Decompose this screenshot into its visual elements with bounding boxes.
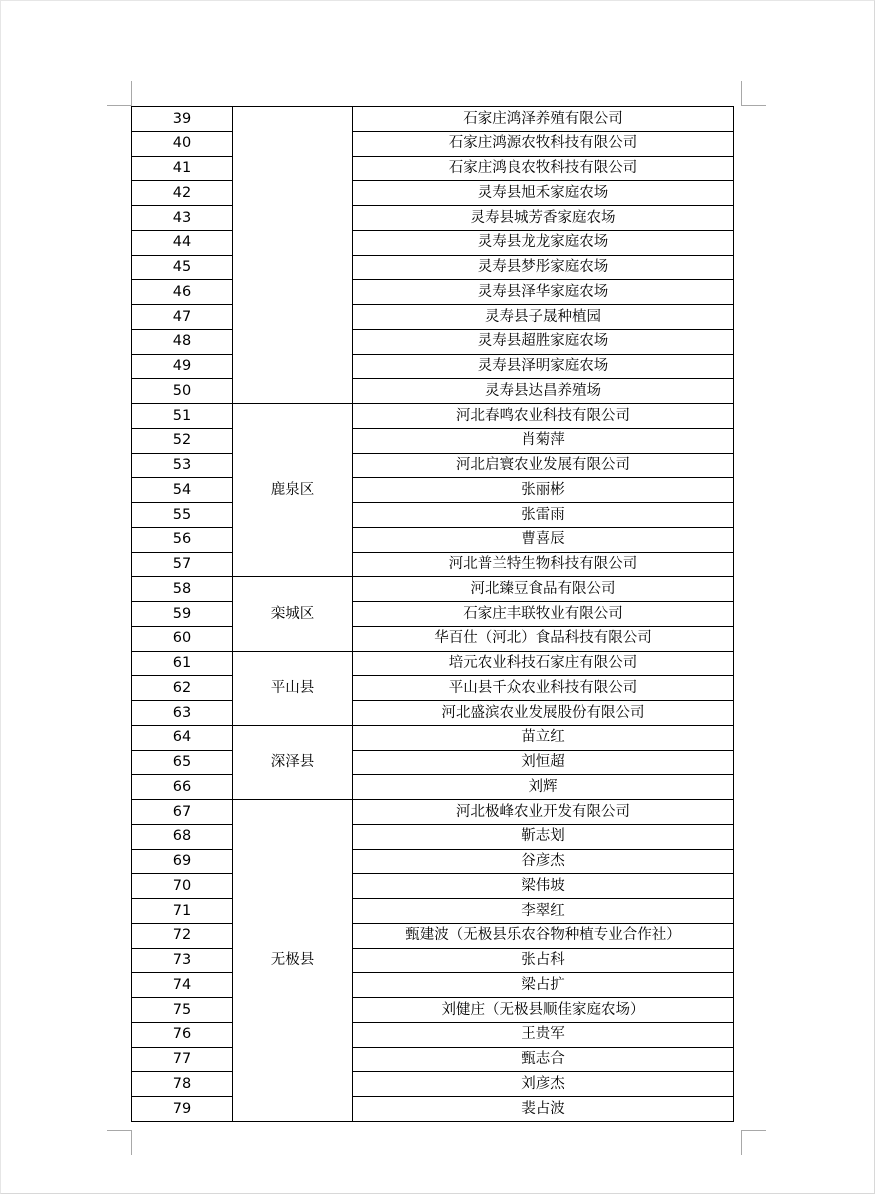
entity-name: 石家庄鸿良农牧科技有限公司 (353, 156, 734, 181)
entity-name: 河北春鸣农业科技有限公司 (353, 404, 734, 429)
entity-name: 灵寿县达昌养殖场 (353, 379, 734, 404)
row-number: 64 (132, 725, 233, 750)
entity-name: 灵寿县子晟种植园 (353, 305, 734, 330)
entity-name: 灵寿县梦彤家庭农场 (353, 255, 734, 280)
row-number: 58 (132, 577, 233, 602)
row-number: 52 (132, 428, 233, 453)
entity-name: 石家庄鸿泽养殖有限公司 (353, 107, 734, 132)
row-number: 45 (132, 255, 233, 280)
row-number: 47 (132, 305, 233, 330)
table-row (132, 329, 734, 354)
entity-name: 刘健庄（无极县顺佳家庭农场） (353, 998, 734, 1023)
entity-name: 刘辉 (353, 775, 734, 800)
entity-name: 灵寿县超胜家庭农场 (353, 329, 734, 354)
district-wuji: 无极县 (233, 800, 353, 1122)
entity-name: 曹喜辰 (353, 527, 734, 552)
entity-name: 华百仕（河北）食品科技有限公司 (353, 626, 734, 651)
table-row (132, 899, 734, 924)
row-number: 61 (132, 651, 233, 676)
row-number: 40 (132, 131, 233, 156)
row-number: 39 (132, 107, 233, 132)
row-number: 79 (132, 1097, 233, 1122)
entity-name: 灵寿县龙龙家庭农场 (353, 230, 734, 255)
row-number: 41 (132, 156, 233, 181)
table-row (132, 379, 734, 404)
table-row (132, 181, 734, 206)
table-row (132, 923, 734, 948)
table-row (132, 156, 734, 181)
roster-table (131, 106, 734, 1122)
table-row (132, 775, 734, 800)
table-row (132, 552, 734, 577)
table-row (132, 478, 734, 503)
row-number: 78 (132, 1072, 233, 1097)
crop-mark-bottom-left (107, 1130, 132, 1155)
row-number: 46 (132, 280, 233, 305)
entity-name: 石家庄丰联牧业有限公司 (353, 602, 734, 627)
entity-name: 石家庄鸿源农牧科技有限公司 (353, 131, 734, 156)
crop-mark-top-left (107, 81, 132, 106)
entity-name: 肖菊萍 (353, 428, 734, 453)
row-number: 63 (132, 701, 233, 726)
row-number: 73 (132, 948, 233, 973)
row-number: 71 (132, 899, 233, 924)
entity-name: 张丽彬 (353, 478, 734, 503)
table-row (132, 131, 734, 156)
row-number: 67 (132, 800, 233, 825)
entity-name: 河北臻豆食品有限公司 (353, 577, 734, 602)
row-number: 75 (132, 998, 233, 1023)
table-row (132, 824, 734, 849)
entity-name: 靳志划 (353, 824, 734, 849)
row-number: 48 (132, 329, 233, 354)
table-row (132, 602, 734, 627)
table-row (132, 404, 734, 429)
district-luquan: 鹿泉区 (233, 404, 353, 577)
table-row (132, 1047, 734, 1072)
row-number: 62 (132, 676, 233, 701)
table-row (132, 428, 734, 453)
entity-name: 刘恒超 (353, 750, 734, 775)
row-number: 53 (132, 453, 233, 478)
table-row (132, 305, 734, 330)
entity-name: 梁占扩 (353, 973, 734, 998)
entity-name: 灵寿县城芳香家庭农场 (353, 206, 734, 231)
district-cell-continued (233, 107, 353, 404)
row-number: 49 (132, 354, 233, 379)
entity-name: 河北启寰农业发展有限公司 (353, 453, 734, 478)
table-row (132, 577, 734, 602)
row-number: 77 (132, 1047, 233, 1072)
row-number: 65 (132, 750, 233, 775)
table-row (132, 651, 734, 676)
table-row (132, 503, 734, 528)
table-row (132, 676, 734, 701)
table-row (132, 354, 734, 379)
entity-name: 刘彦杰 (353, 1072, 734, 1097)
district-shenze: 深泽县 (233, 725, 353, 799)
row-number: 51 (132, 404, 233, 429)
table-row (132, 725, 734, 750)
row-number: 76 (132, 1022, 233, 1047)
entity-name: 培元农业科技石家庄有限公司 (353, 651, 734, 676)
entity-name: 灵寿县旭禾家庭农场 (353, 181, 734, 206)
table-row (132, 626, 734, 651)
entity-name: 甄建波（无极县乐农谷物种植专业合作社） (353, 923, 734, 948)
table-row (132, 973, 734, 998)
table-row (132, 849, 734, 874)
row-number: 55 (132, 503, 233, 528)
row-number: 44 (132, 230, 233, 255)
row-number: 42 (132, 181, 233, 206)
district-pingshan: 平山县 (233, 651, 353, 725)
row-number: 56 (132, 527, 233, 552)
table-row (132, 1097, 734, 1122)
crop-mark-bottom-right (741, 1130, 766, 1155)
table-row (132, 230, 734, 255)
row-number: 59 (132, 602, 233, 627)
entity-name: 谷彦杰 (353, 849, 734, 874)
row-number: 74 (132, 973, 233, 998)
row-number: 68 (132, 824, 233, 849)
entity-name: 王贵军 (353, 1022, 734, 1047)
table-row (132, 527, 734, 552)
row-number: 72 (132, 923, 233, 948)
entity-name: 李翠红 (353, 899, 734, 924)
district-luancheng: 栾城区 (233, 577, 353, 651)
entity-name: 梁伟坡 (353, 874, 734, 899)
table-row (132, 701, 734, 726)
row-number: 70 (132, 874, 233, 899)
table-row (132, 948, 734, 973)
entity-name: 甄志合 (353, 1047, 734, 1072)
entity-name: 平山县千众农业科技有限公司 (353, 676, 734, 701)
entity-name: 苗立红 (353, 725, 734, 750)
table-row (132, 107, 734, 132)
row-number: 50 (132, 379, 233, 404)
table-row (132, 206, 734, 231)
row-number: 66 (132, 775, 233, 800)
row-number: 54 (132, 478, 233, 503)
row-number: 69 (132, 849, 233, 874)
entity-name: 河北盛滨农业发展股份有限公司 (353, 701, 734, 726)
entity-name: 河北极峰农业开发有限公司 (353, 800, 734, 825)
row-number: 60 (132, 626, 233, 651)
table-row (132, 255, 734, 280)
entity-name: 张占科 (353, 948, 734, 973)
crop-mark-top-right (741, 81, 766, 106)
table-row (132, 998, 734, 1023)
row-number: 43 (132, 206, 233, 231)
entity-name: 河北普兰特生物科技有限公司 (353, 552, 734, 577)
table-row (132, 750, 734, 775)
table-row (132, 280, 734, 305)
entity-name: 灵寿县泽华家庭农场 (353, 280, 734, 305)
table-row (132, 1072, 734, 1097)
table-row (132, 800, 734, 825)
table-row (132, 874, 734, 899)
row-number: 57 (132, 552, 233, 577)
table-row (132, 1022, 734, 1047)
entity-name: 张雷雨 (353, 503, 734, 528)
entity-name: 灵寿县泽明家庭农场 (353, 354, 734, 379)
entity-name: 裴占波 (353, 1097, 734, 1122)
table-row (132, 453, 734, 478)
